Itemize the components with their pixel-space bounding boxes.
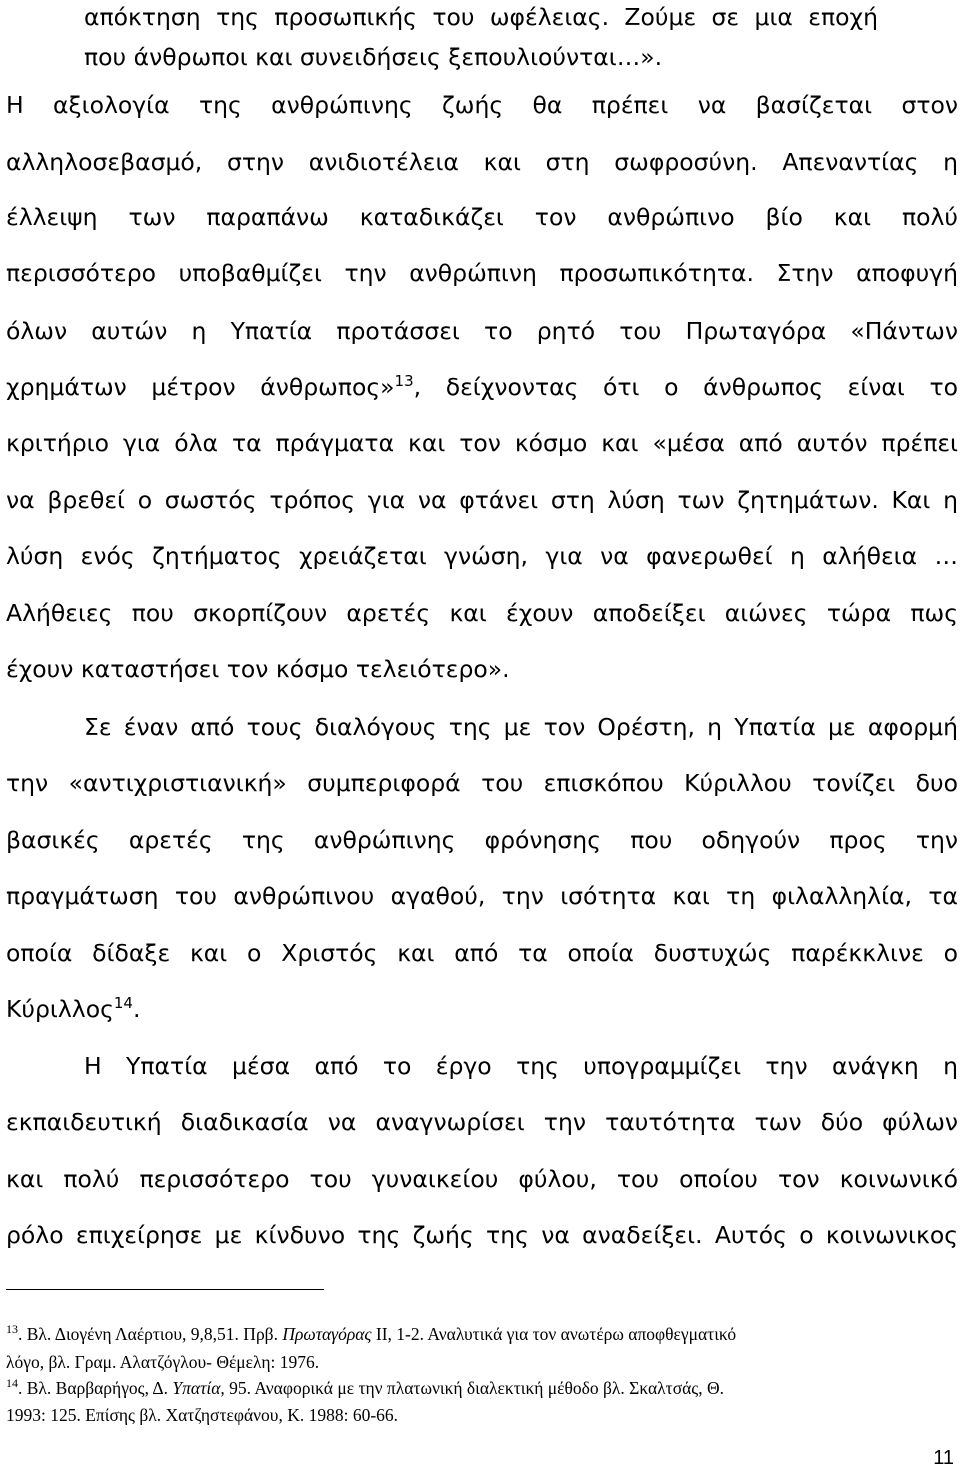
paragraph-first-line: Σε έναν από τους διαλόγους της με τον Ορέστη, η Υπατία με αφορμή (84, 713, 958, 741)
body-line: και πολύ περισσότερο του γυναικείου φύλου, του οποίου τον κοινωνικό (6, 1165, 958, 1193)
footnote-13-continued: λόγο, βλ. Γραμ. Αλατζόγλου- Θέμελη: 1976. (6, 1352, 320, 1372)
body-line: κριτήριο για όλα τα πράγματα και τον κόσμο και «μέσα από αυτόν πρέπει (6, 429, 958, 457)
body-line: έλλειψη των παραπάνω καταδικάζει τον ανθρώπινο βίο και πολύ (6, 203, 958, 231)
body-text: , δείχνοντας ότι ο άνθρωπος είναι το (413, 373, 958, 401)
body-line: Αλήθειες που σκορπίζουν αρετές και έχουν αποδείξει αιώνες τώρα πως (6, 599, 958, 627)
footnote-text: ΙΙ, 1-2. Αναλυτικά για τον ανωτέρω αποφθεγματικό (371, 1324, 737, 1344)
body-line: λύση ενός ζητήματος χρειάζεται γνώση, για να φανερωθεί η αλήθεια … (6, 542, 958, 570)
body-text: χρημάτων μέτρον άνθρωπος» (6, 373, 395, 401)
footnote-14-continued: 1993: 125. Επίσης βλ. Χατζηστεφάνου, Κ. 1988: 60-66. (6, 1405, 399, 1425)
body-line: Η αξιολογία της ανθρώπινης ζωής θα πρέπει να βασίζεται στον (6, 91, 958, 119)
page-number: 11 (933, 1447, 954, 1469)
footnote-text: . Βλ. Διογένη Λαέρτιου, 9,8,51. Πρβ. (18, 1324, 283, 1344)
footnote-italic-title: Υπατία, (172, 1378, 225, 1398)
body-line: ρόλο επιχείρησε με κίνδυνο της ζωής της να αναδείξει. Αυτός ο κοινωνικος (6, 1221, 958, 1249)
footnote-text: . Βλ. Βαρβαρήγος, Δ. (18, 1378, 173, 1398)
footnote-text: 95. Αναφορικά με την πλατωνική διαλεκτική μέθοδο βλ. Σκαλτσάς, Θ. (224, 1378, 724, 1398)
footnote-number: 13 (6, 1324, 18, 1337)
body-line: πραγμάτωση του ανθρώπινου αγαθού, την ισότητα και τη φιλαλληλία, τα (6, 882, 958, 910)
body-line: βασικές αρετές της ανθρώπινης φρόνησης που οδηγούν προς την (6, 826, 958, 854)
body-line: απόκτηση της προσωπικής του ωφέλειας. Ζούμε σε μια εποχή (84, 3, 878, 31)
body-text: . (132, 995, 141, 1023)
body-line: έχουν καταστήσει τον κόσμο τελειότερο». (6, 655, 510, 683)
body-line: περισσότερο υποβαθμίζει την ανθρώπινη προσωπικότητα. Στην αποφυγή (6, 259, 958, 287)
body-line: εκπαιδευτική διαδικασία να αναγνωρίσει την ταυτότητα των δύο φύλων (6, 1108, 958, 1136)
body-line: την «αντιχριστιανική» συμπεριφορά του επισκόπου Κύριλλου τονίζει δυο (6, 769, 958, 797)
body-line: να βρεθεί ο σωστός τρόπος για να φτάνει στη λύση των ζητημάτων. Και η (6, 486, 958, 514)
body-line: όλων αυτών η Υπατία προτάσσει το ρητό του Πρωταγόρα «Πάντων (6, 317, 958, 345)
body-line: που άνθρωποι και συνειδήσεις ξεπουλιούνται…». (84, 43, 663, 71)
footnote-italic-title: Πρωταγόρας (282, 1324, 372, 1344)
body-line-with-footnote-ref (6, 994, 958, 1024)
body-text: Κύριλλος (6, 995, 114, 1023)
footnote-separator (6, 1289, 324, 1290)
footnote-ref-14: 14 (113, 994, 133, 1013)
paragraph-first-line: Η Υπατία μέσα από το έργο της υπογραμμίζει την ανάγκη η (84, 1052, 958, 1080)
footnote-13 (6, 1324, 958, 1345)
footnote-ref-13: 13 (394, 372, 414, 391)
body-line: οποία δίδαξε και ο Χριστός και από τα οποία δυστυχώς παρέκκλινε ο (6, 939, 958, 967)
footnote-14 (6, 1378, 958, 1399)
body-line-with-footnote-ref (6, 372, 958, 402)
body-line: αλληλοσεβασμό, στην ανιδιοτέλεια και στη σωφροσύνη. Απεναντίας η (6, 148, 958, 176)
footnote-number: 14 (6, 1378, 18, 1391)
